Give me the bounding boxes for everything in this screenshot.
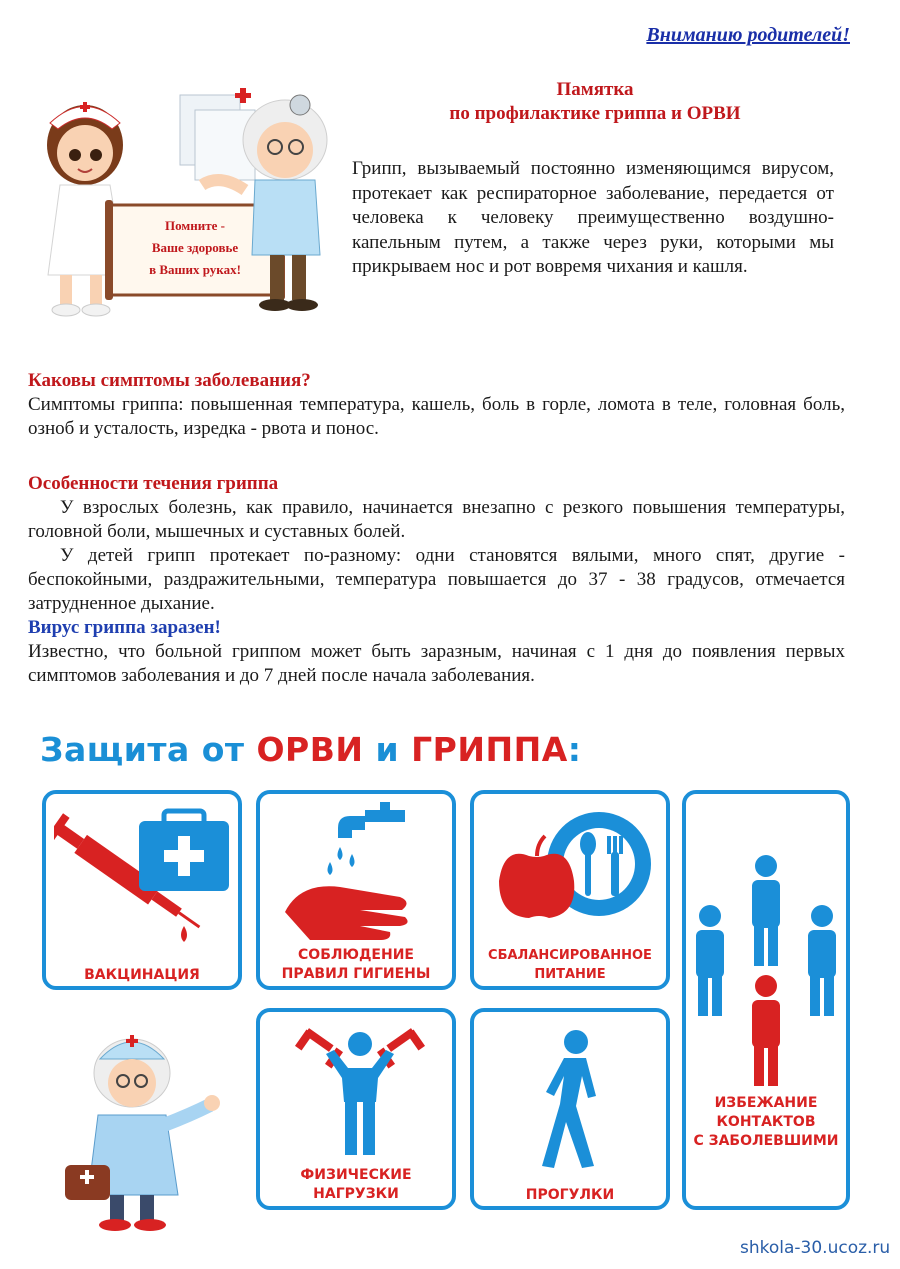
protection-title-part: и xyxy=(363,730,412,769)
banner-line3: в Ваших руках! xyxy=(149,262,241,277)
syringe-icon xyxy=(54,806,239,946)
tile-avoid-contacts xyxy=(682,790,850,1210)
faucet-icon xyxy=(280,802,440,942)
tile-vaccination-label: ВАКЦИНАЦИЯ xyxy=(84,967,200,983)
banner-line1: Помните - xyxy=(165,218,225,233)
parents-notice: Вниманию родителей! xyxy=(646,24,850,46)
tile-hygiene-line1: СОБЛЮДЕНИЕ xyxy=(298,947,414,963)
tile-hygiene-label xyxy=(260,946,452,984)
people-icon xyxy=(690,844,842,1094)
apple-icon xyxy=(489,806,659,936)
tile-avoid-line3: С ЗАБОЛЕВШИМИ xyxy=(693,1133,839,1149)
memo-title-line2: по профилактике гриппа и ОРВИ xyxy=(449,103,741,124)
tile-nutrition-label xyxy=(474,946,666,984)
doctor-illustration xyxy=(60,1025,230,1235)
dumbbell-person-icon xyxy=(290,1022,430,1162)
tile-avoid-line1: ИЗБЕЖАНИЕ xyxy=(714,1095,818,1111)
tile-exercise xyxy=(256,1008,456,1210)
tile-exercise-line1: ФИЗИЧЕСКИЕ xyxy=(300,1167,412,1183)
protection-title xyxy=(40,730,581,769)
tile-vaccination xyxy=(42,790,242,990)
symptoms-heading: Каковы симптомы заболевания? xyxy=(28,370,311,391)
course-paragraph-adults: У взрослых болезнь, как правило, начинается внезапно с резкого повышения температуры, головной боли, мышечных и суставных болей. xyxy=(28,497,845,542)
memo-title xyxy=(360,78,830,126)
reminder-banner xyxy=(115,215,275,281)
nurse-doctor-illustration xyxy=(30,85,350,325)
protection-title-orvi: ОРВИ xyxy=(256,730,364,769)
tile-exercise-line2: НАГРУЗКИ xyxy=(313,1186,399,1202)
site-url: shkola-30.ucoz.ru xyxy=(740,1238,891,1258)
course-section xyxy=(28,472,845,688)
contagious-text: Известно, что больной гриппом может быть заразным, начиная с 1 дня до появления первых симптомов заболевания и до 7 дней после начала заболевания. xyxy=(28,641,845,686)
tile-hygiene xyxy=(256,790,456,990)
tile-walks-label: ПРОГУЛКИ xyxy=(525,1187,615,1203)
tile-nutrition-line1: СБАЛАНСИРОВАННОЕ xyxy=(488,948,652,963)
protection-title-part: Защита от xyxy=(40,730,257,769)
tile-hygiene-line2: ПРАВИЛ ГИГИЕНЫ xyxy=(281,966,431,982)
tile-nutrition xyxy=(470,790,670,990)
tile-walks xyxy=(470,1008,670,1210)
tile-nutrition-line2: ПИТАНИЕ xyxy=(534,967,606,982)
memo-title-line1: Памятка xyxy=(556,79,634,100)
course-heading: Особенности течения гриппа xyxy=(28,473,279,494)
intro-paragraph: Грипп, вызываемый постоянно изменяющимся вирусом, протекает как респираторное заболевание, передается от человека к человеку преимущественно воздушно-капельным путем, а также через руки, которыми мы прикрываем нос и рот вовремя чихания и кашля. xyxy=(352,158,834,278)
walking-person-icon xyxy=(524,1026,624,1176)
tile-avoid-label xyxy=(686,1094,846,1151)
symptoms-section xyxy=(28,369,845,441)
protection-title-flu: ГРИППА xyxy=(411,730,568,769)
banner-line2: Ваше здоровье xyxy=(151,240,239,255)
course-paragraph-children: У детей грипп протекает по-разному: одни становятся вялыми, много спят, другие - беспокойными, раздражительными, температура повышается до 37 - 38 градусов, отмечается затрудненное дыхание. xyxy=(28,545,845,614)
tile-avoid-line2: КОНТАКТОВ xyxy=(716,1114,816,1130)
protection-title-part: : xyxy=(567,730,582,769)
contagious-heading: Вирус гриппа заразен! xyxy=(28,617,221,638)
tile-exercise-label xyxy=(260,1166,452,1204)
symptoms-text: Симптомы гриппа: повышенная температура, кашель, боль в горле, ломота в теле, головная боль, озноб и усталость, изредка - рвота и понос. xyxy=(28,394,845,439)
